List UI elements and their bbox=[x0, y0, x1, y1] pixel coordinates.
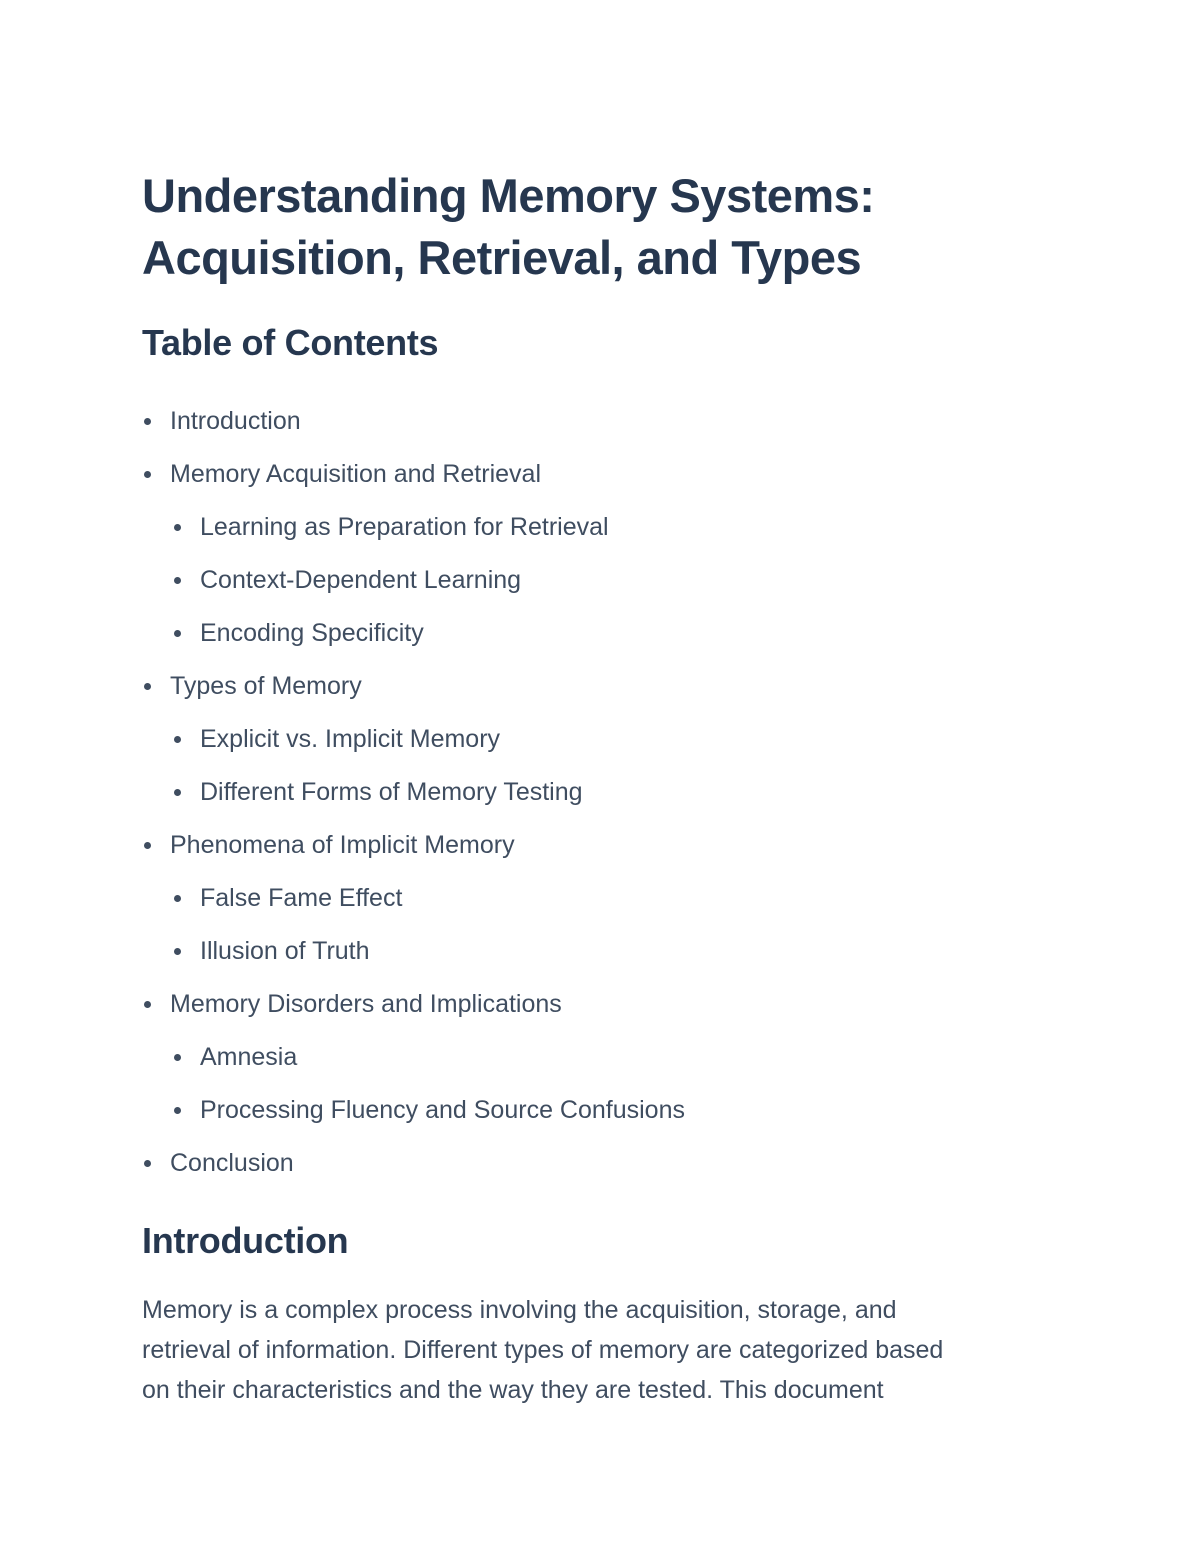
toc-item bbox=[142, 448, 1052, 501]
bullet-icon bbox=[144, 842, 151, 849]
toc-link[interactable]: False Fame Effect bbox=[200, 884, 403, 912]
bullet-icon bbox=[144, 418, 151, 425]
toc-item bbox=[142, 1084, 1052, 1137]
bullet-icon bbox=[174, 524, 181, 531]
document-title bbox=[142, 165, 1052, 289]
bullet-icon bbox=[174, 948, 181, 955]
toc-item bbox=[142, 925, 1052, 978]
toc-item bbox=[142, 872, 1052, 925]
introduction-paragraph bbox=[142, 1290, 1047, 1410]
bullet-icon bbox=[174, 895, 181, 902]
toc-link[interactable]: Memory Disorders and Implications bbox=[170, 990, 562, 1018]
bullet-icon bbox=[174, 736, 181, 743]
toc-item bbox=[142, 1137, 1052, 1190]
toc-item bbox=[142, 978, 1052, 1031]
toc-link[interactable]: Processing Fluency and Source Confusions bbox=[200, 1096, 685, 1124]
document-page bbox=[142, 165, 1052, 1410]
document-title-line-2: Acquisition, Retrieval, and Types bbox=[142, 231, 862, 284]
toc-link[interactable]: Memory Acquisition and Retrieval bbox=[170, 460, 541, 488]
intro-line: Memory is a complex process involving the acquisition, storage, and bbox=[142, 1296, 897, 1324]
bullet-icon bbox=[144, 1160, 151, 1167]
toc-link[interactable]: Learning as Preparation for Retrieval bbox=[200, 513, 609, 541]
toc-link[interactable]: Amnesia bbox=[200, 1043, 298, 1071]
toc-link[interactable]: Conclusion bbox=[170, 1149, 294, 1177]
toc-heading: Table of Contents bbox=[142, 322, 439, 363]
bullet-icon bbox=[144, 1001, 151, 1008]
toc-link[interactable]: Encoding Specificity bbox=[200, 619, 424, 647]
introduction-heading: Introduction bbox=[142, 1220, 349, 1261]
intro-line: on their characteristics and the way they are tested. This document bbox=[142, 1376, 884, 1404]
toc-link[interactable]: Context-Dependent Learning bbox=[200, 566, 522, 594]
bullet-icon bbox=[144, 471, 151, 478]
toc-link[interactable]: Illusion of Truth bbox=[200, 937, 370, 965]
toc-item bbox=[142, 607, 1052, 660]
bullet-icon bbox=[174, 630, 181, 637]
toc-link[interactable]: Phenomena of Implicit Memory bbox=[170, 831, 515, 859]
table-of-contents bbox=[142, 395, 1052, 1190]
bullet-icon bbox=[174, 1107, 181, 1114]
toc-item bbox=[142, 713, 1052, 766]
toc-link[interactable]: Types of Memory bbox=[170, 672, 362, 700]
toc-item bbox=[142, 395, 1052, 448]
toc-item bbox=[142, 819, 1052, 872]
toc-link[interactable]: Explicit vs. Implicit Memory bbox=[200, 725, 501, 753]
toc-link[interactable]: Introduction bbox=[170, 407, 301, 435]
bullet-icon bbox=[144, 683, 151, 690]
bullet-icon bbox=[174, 1054, 181, 1061]
toc-item bbox=[142, 554, 1052, 607]
bullet-icon bbox=[174, 789, 181, 796]
intro-line: retrieval of information. Different types of memory are categorized based bbox=[142, 1336, 944, 1364]
toc-item bbox=[142, 660, 1052, 713]
toc-item bbox=[142, 766, 1052, 819]
toc-item bbox=[142, 1031, 1052, 1084]
toc-link[interactable]: Different Forms of Memory Testing bbox=[200, 778, 583, 806]
bullet-icon bbox=[174, 577, 181, 584]
toc-item bbox=[142, 501, 1052, 554]
document-title-line-1: Understanding Memory Systems: bbox=[142, 169, 875, 222]
